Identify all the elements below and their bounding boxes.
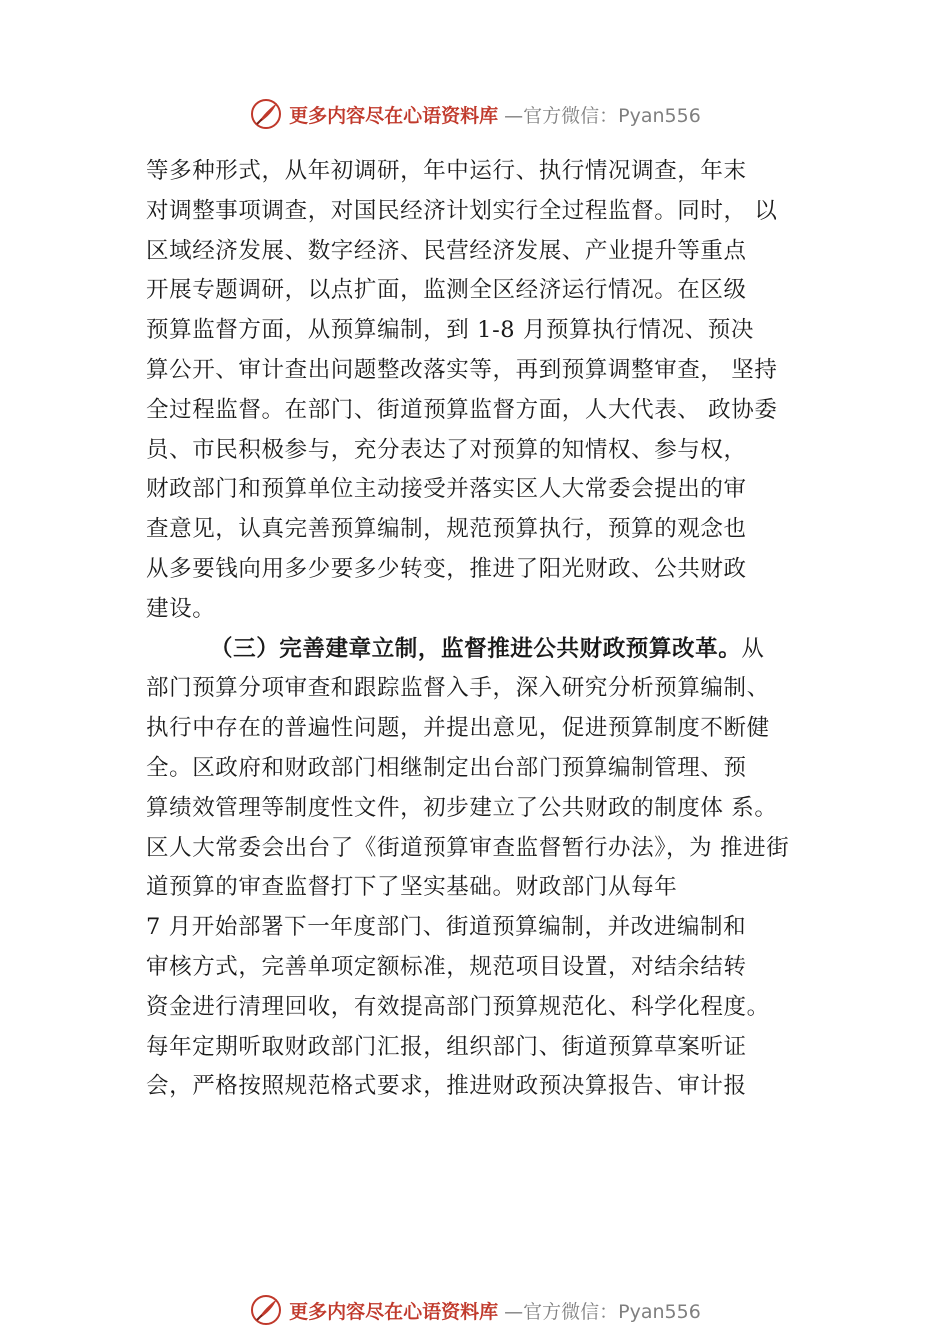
footer-banner — [0, 1290, 950, 1330]
section-heading: （三）完善建章立制，监督推进公共财政预算改革。 — [210, 635, 742, 662]
header-banner — [0, 94, 950, 134]
section-line: 资金进行清理回收，有效提高部门预算规范化、科学化程度。 — [146, 993, 770, 1020]
section-line: 区人大常委会出台了《街道预算审查监督暂行办法》，为 推进街 — [146, 834, 790, 861]
document-body — [146, 152, 826, 1107]
section-line: 会，严格按照规范格式要求，推进财政预决算报告、审计报 — [146, 1073, 747, 1100]
body-line: 开展专题调研，以点扩面，监测全区经济运行情况。在区级 — [146, 277, 747, 304]
section-line: 审核方式，完善单项定额标准，规范项目设置，对结余结转 — [146, 953, 747, 980]
quill-logo-icon — [249, 97, 283, 131]
quill-logo-icon — [249, 1293, 283, 1327]
section-heading-line — [146, 630, 826, 670]
body-line: 区域经济发展、数字经济、民营经济发展、产业提升等重点 — [146, 237, 747, 264]
section-heading-tail: 从 — [741, 635, 765, 662]
body-line: 全过程监督。在部门、街道预算监督方面，人大代表、 政协委 — [146, 396, 778, 423]
body-line: 等多种形式，从年初调研，年中运行、执行情况调查，年末 — [146, 158, 747, 184]
section-line: 算绩效管理等制度性文件，初步建立了公共财政的制度体 系。 — [146, 794, 778, 821]
body-line: 对调整事项调查，对国民经济计划实行全过程监督。同时， 以 — [146, 197, 778, 224]
banner-red-text: 更多内容尽在心语资料库 — [289, 1300, 499, 1323]
body-line: 预算监督方面，从预算编制，到 1-8 月预算执行情况、预决 — [146, 317, 754, 344]
body-line: 算公开、审计查出问题整改落实等，再到预算调整审查， 坚持 — [146, 356, 778, 383]
body-line: 从多要钱向用多少要多少转变，推进了阳光财政、公共财政 — [146, 555, 747, 582]
banner-red-text: 更多内容尽在心语资料库 — [289, 104, 499, 127]
section-line: 道预算的审查监督打下了坚实基础。财政部门从每年 — [146, 874, 678, 901]
body-line: 查意见，认真完善预算编制，规范预算执行，预算的观念也 — [146, 516, 747, 543]
banner-wechat-text: —官方微信：Pyan556 — [504, 104, 701, 127]
section-line: 执行中存在的普遍性问题，并提出意见，促进预算制度不断健 — [146, 715, 770, 742]
section-line: 7 月开始部署下一年度部门、街道预算编制，并改进编制和 — [146, 914, 747, 941]
body-line: 员、市民积极参与，充分表达了对预算的知情权、参与权， — [146, 436, 747, 463]
banner-wechat-text: —官方微信：Pyan556 — [504, 1300, 701, 1323]
section-line: 每年定期听取财政部门汇报，组织部门、街道预算草案听证 — [146, 1033, 747, 1060]
body-line: 财政部门和预算单位主动接受并落实区人大常委会提出的审 — [146, 476, 747, 503]
body-line: 建设。 — [146, 595, 216, 622]
section-line: 全。区政府和财政部门相继制定出台部门预算编制管理、预 — [146, 754, 747, 781]
section-line: 部门预算分项审查和跟踪监督入手，深入研究分析预算编制、 — [146, 675, 770, 702]
